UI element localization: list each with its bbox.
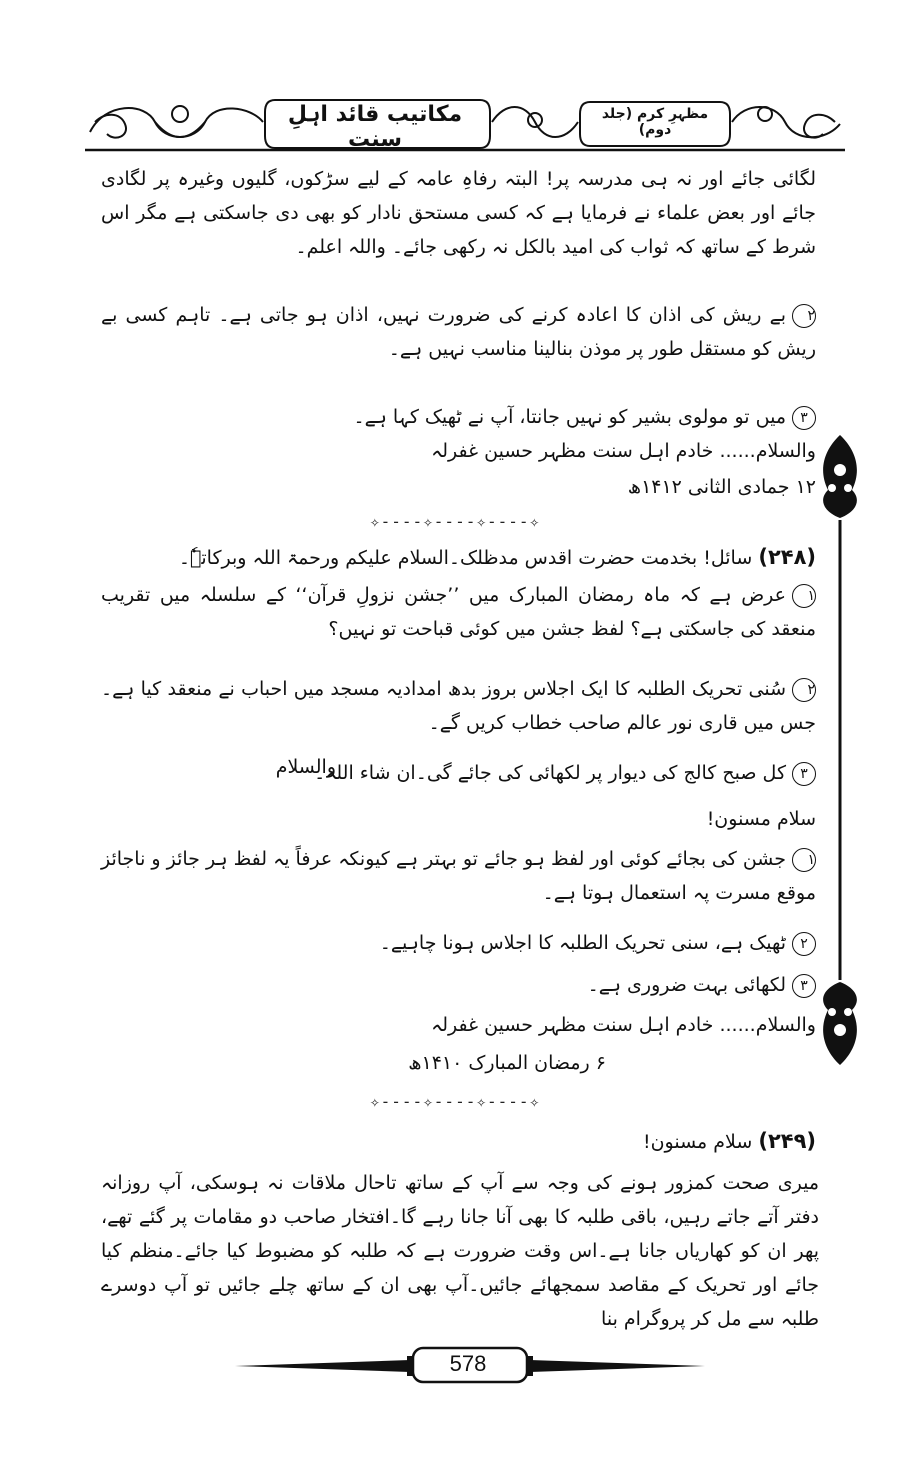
letter-number: (۲۴۹) [758,1129,816,1153]
circled-number: ۲ [792,304,816,328]
paragraph-text: جشن کی بجائے کوئی اور لفظ ہو جائے تو بہتر ہے کیونکہ عرفاً یہ لفظ ہر جائز و ناجائز موقع مسرت پہ استعمال ہوتا ہے۔ [100,848,816,904]
page-number: 578 [449,1351,487,1376]
numbered-paragraph [101,578,816,646]
numbered-paragraph [101,298,816,366]
numbered-paragraph [380,926,816,960]
paragraph-text: ٹھیک ہے، سنی تحریک الطلبہ کا اجلاس ہونا چاہیے۔ [379,932,786,954]
section-divider: ✧----✧----✧----✧ [370,512,541,531]
page-footer [235,1342,705,1388]
circled-number: ۳ [792,762,816,786]
letter-number: (۲۴۸) [758,545,816,569]
reply-greeting: سلام مسنون! [706,808,816,830]
numbered-paragraph [353,400,816,434]
letter-intro: سائل! بخدمت حضرت اقدس مدظلک۔السلام علیکم ورحمۃ اللہ وبرکاتہٗ۔ [178,547,753,569]
paragraph-text: لکھائی بہت ضروری ہے۔ [587,974,786,996]
circled-number: ۱ [792,848,816,872]
circled-number: ۳ [792,406,816,430]
paragraph-text: سُنی تحریک الطلبہ کا ایک اجلاس بروز بدھ امدادیہ مسجد میں احباب نے منعقد کیا ہے۔جس میں قاری نور عالم صاحب خطاب کریں گے۔ [101,678,816,734]
letter-intro: سلام مسنون! [642,1131,753,1153]
scroll-border-icon [85,92,845,154]
paragraph: میری صحت کمزور ہونے کی وجہ سے آپ کے ساتھ تاحال ملاقات نہ ہوسکی، آپ روزانہ دفتر آتے جاتے رہیں، باقی طلبہ کا بھی آنا جانا رہے گا۔افتخار صاحب دو مقامات پر گئے تھے، پھر ان کو کھاریاں جانا ہے۔اس وقت ضرورت ہے کہ طلبہ کو مضبوط کیا جائے۔منظم کیا جائے اور تحریک کے مقاصد سمجھائے جائیں۔آپ بھی ان کے ساتھ چلے جائیں تو آپ دوسرے طلبہ سے مل کر پروگرام بنا [101,1172,819,1330]
page-header [85,92,845,154]
letter-heading [643,1124,816,1159]
section-divider: ✧----✧----✧----✧ [370,1092,541,1111]
signature: والسلام...... خادم اہل سنت مظہر حسین غفرلہ [431,1014,816,1036]
letter-heading [179,540,816,575]
paragraph-text: بے ریش کی اذان کا اعادہ کرنے کی ضرورت نہیں، اذان ہو جاتی ہے۔ تاہم کسی بے ریش کو مستقل طور پر موذن بنالینا مناسب نہیں ہے۔ [101,304,816,360]
floral-vertical-rule-icon [812,430,868,1070]
closing-salutation: والسلام [275,756,336,778]
paragraph-text: کل صبح کالج کی دیوار پر لکھائی کی جائے گی۔ان شاء اللہ۔ [314,762,786,784]
running-title: مکاتیب قائد اہلِ سنت [287,102,463,152]
numbered-paragraph [101,672,816,740]
circled-number: ۲ [792,678,816,702]
numbered-paragraph [314,756,816,790]
circled-number: ۲ [792,932,816,956]
volume-label: مظہرِ کرم (جلد دوم) [601,106,709,138]
numbered-paragraph [588,968,816,1002]
signature-date: ۱۲ جمادی الثانی ۱۴۱۲ھ [627,476,816,498]
signature-date: ۶ رمضان المبارک ۱۴۱۰ھ [408,1052,606,1074]
signature: والسلام...... خادم اہل سنت مظہر حسین غفرلہ [431,440,816,462]
paragraph: لگائی جائے اور نہ ہی مدرسہ پر! البتہ رفاہِ عامہ کے لیے سڑکوں، گلیوں وغیرہ پر لگادی جائے اور بعض علماء نے فرمایا ہے کہ کسی مستحق نادار کو بھی دی جاسکتی ہے مگر اس شرط کے ساتھ کہ ثواب کی امید بالکل نہ رکھی جائے۔ واللہ اعلم۔ [101,168,816,258]
numbered-paragraph [101,842,816,910]
paragraph-text: عرض ہے کہ ماہ رمضان المبارک میں ’’جشن نزولِ قرآن‘‘ کے سلسلہ میں تقریب منعقد کی جاسکتی ہے؟ لفظ جشن میں کوئی قباحت تو نہیں؟ [101,584,816,640]
paragraph-text: میں تو مولوی بشیر کو نہیں جانتا، آپ نے ٹھیک کہا ہے۔ [353,406,786,428]
circled-number: ۳ [792,974,816,998]
circled-number: ۱ [792,584,816,608]
